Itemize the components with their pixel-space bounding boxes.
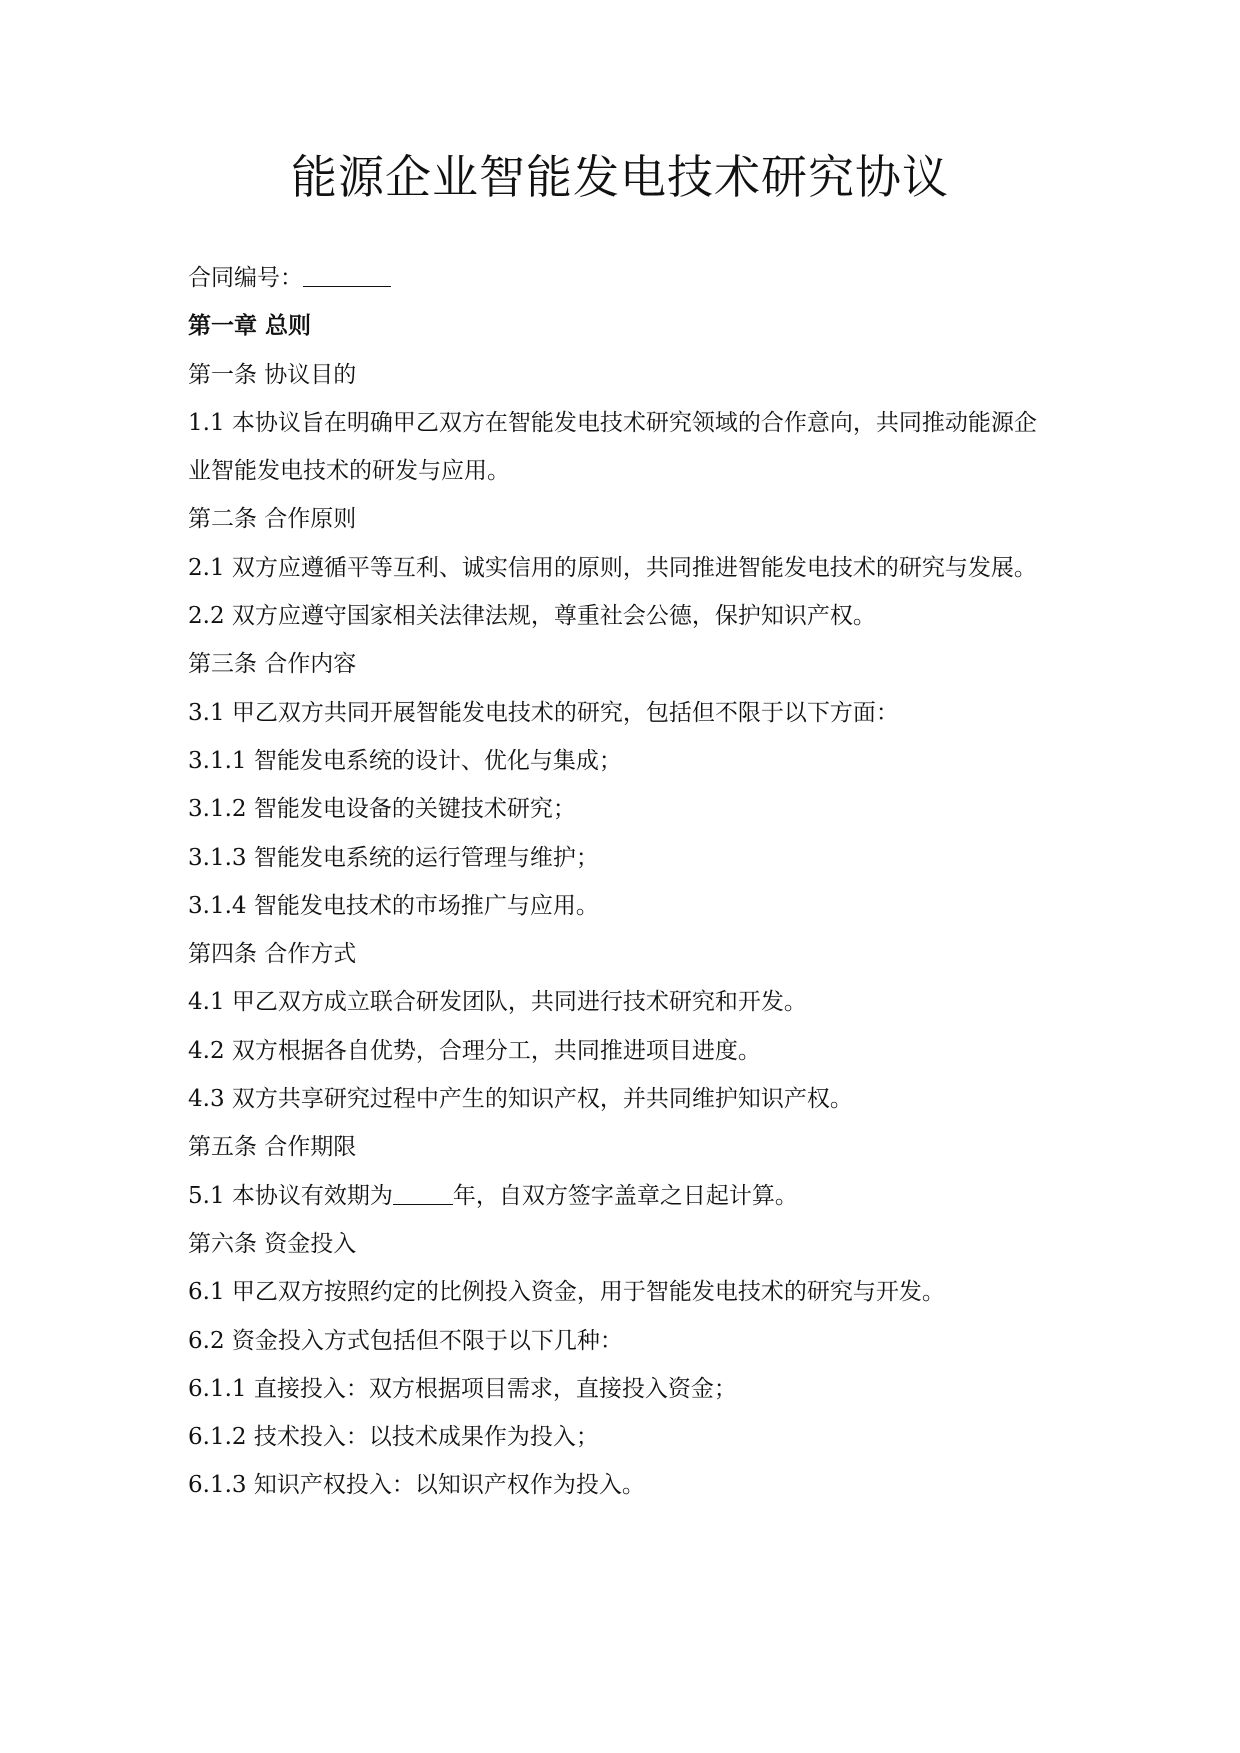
subclause-item: 3.1.1 智能发电系统的设计、优化与集成； xyxy=(188,747,622,774)
clause-paragraph: 3.1 甲乙双方共同开展智能发电技术的研究，包括但不限于以下方面： xyxy=(188,699,899,726)
clause-paragraph: 6.1 甲乙双方按照约定的比例投入资金，用于智能发电技术的研究与开发。 xyxy=(188,1279,945,1306)
article-heading: 第六条 资金投入 xyxy=(188,1230,357,1257)
clause-paragraph: 4.1 甲乙双方成立联合研发团队，共同进行技术研究和开发。 xyxy=(188,989,807,1016)
subclause-item: 6.1.1 直接投入：双方根据项目需求，直接投入资金； xyxy=(188,1375,737,1402)
subclause-item: 3.1.2 智能发电设备的关键技术研究； xyxy=(188,796,576,823)
article-heading: 第五条 合作期限 xyxy=(188,1134,357,1161)
contract-number-line xyxy=(188,254,1058,302)
clause-paragraph: 6.2 资金投入方式包括但不限于以下几种： xyxy=(188,1327,623,1354)
term-years-blank xyxy=(393,1180,453,1205)
article-heading: 第二条 合作原则 xyxy=(188,506,357,533)
article-heading: 第一条 协议目的 xyxy=(188,361,357,388)
term-text-before: 5.1 本协议有效期为 xyxy=(188,1182,393,1209)
contract-number-label: 合同编号： xyxy=(188,265,303,291)
subclause-item: 6.1.3 知识产权投入：以知识产权作为投入。 xyxy=(188,1472,645,1499)
clause-paragraph: 2.1 双方应遵循平等互利、诚实信用的原则，共同推进智能发电技术的研究与发展。 xyxy=(188,554,1037,581)
article-heading: 第三条 合作内容 xyxy=(188,651,357,678)
document-body xyxy=(188,254,1058,1510)
subclause-item: 3.1.3 智能发电系统的运行管理与维护； xyxy=(188,844,599,871)
chapter-heading: 第一章 总则 xyxy=(188,312,312,340)
clause-term-line xyxy=(188,1172,1058,1220)
subclause-item: 3.1.4 智能发电技术的市场推广与应用。 xyxy=(188,892,599,919)
clause-paragraph: 4.3 双方共享研究过程中产生的知识产权，并共同维护知识产权。 xyxy=(188,1086,853,1113)
clause-paragraph: 1.1 本协议旨在明确甲乙双方在智能发电技术研究领域的合作意向，共同推动能源企业智能发电技术的研发与应用。 xyxy=(188,409,1037,485)
clause-paragraph: 4.2 双方根据各自优势，合理分工，共同推进项目进度。 xyxy=(188,1037,761,1064)
clause-paragraph: 2.2 双方应遵守国家相关法律法规，尊重社会公德，保护知识产权。 xyxy=(188,603,876,630)
term-text-after: 年，自双方签字盖章之日起计算。 xyxy=(452,1182,798,1209)
subclause-item: 6.1.2 技术投入：以技术成果作为投入； xyxy=(188,1424,599,1451)
article-heading: 第四条 合作方式 xyxy=(188,941,357,968)
document-title: 能源企业智能发电技术研究协议 xyxy=(291,150,949,204)
contract-number-blank xyxy=(303,262,391,287)
